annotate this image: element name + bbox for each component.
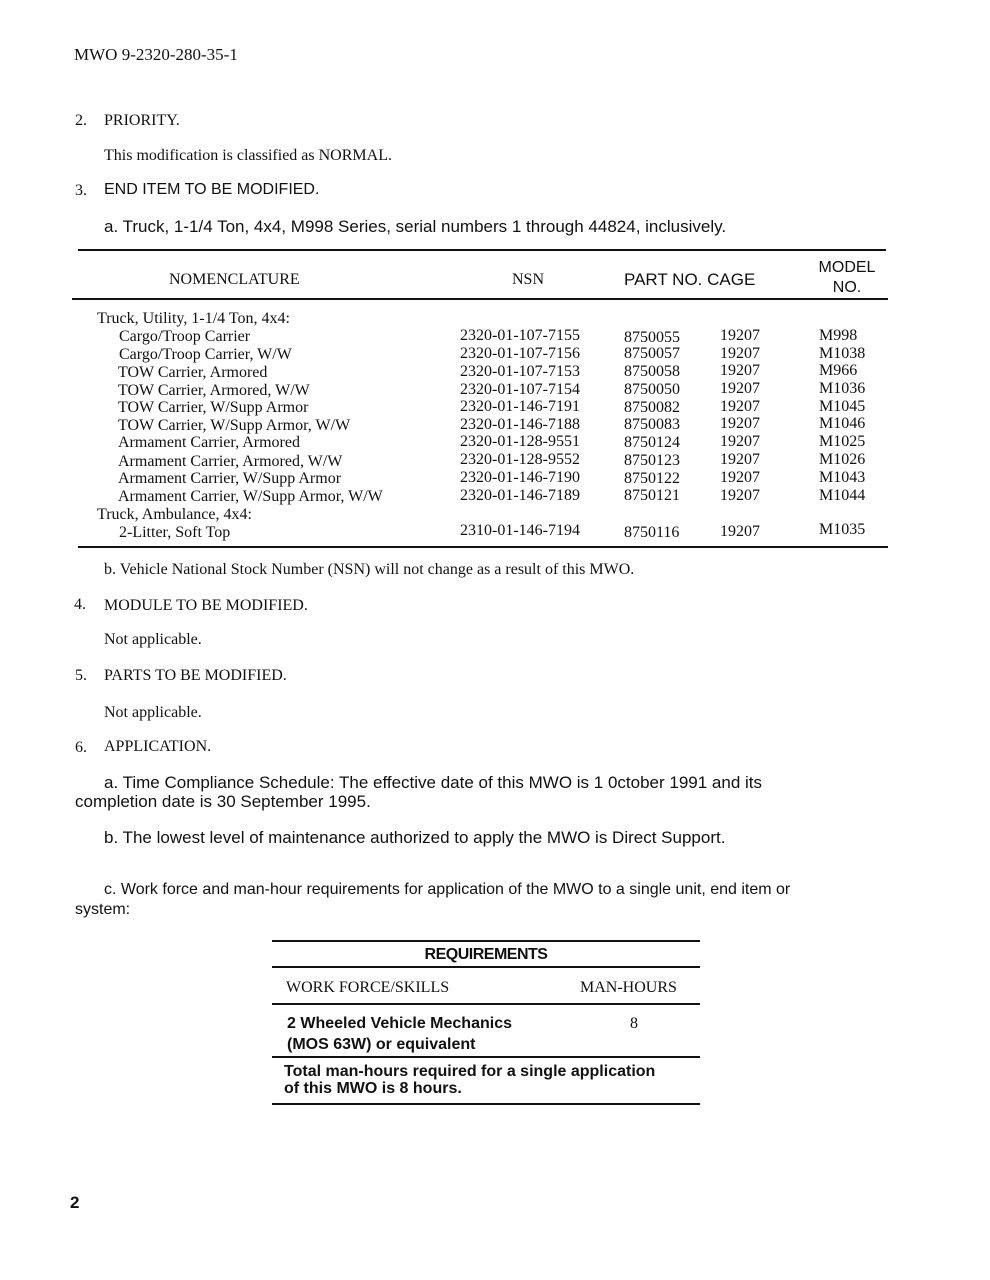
requirements-col-work: WORK FORCE/SKILLS — [286, 979, 450, 996]
table-row-name: Armament Carrier, W/Supp Armor — [118, 470, 342, 487]
table-row-part: 8750055 — [624, 329, 680, 346]
table-row-nsn: 2320-01-146-7190 — [460, 469, 580, 486]
table-row-part: 8750122 — [624, 470, 680, 487]
section-6c-line1: c. Work force and man-hour requirements for application of the MWO to a single unit, end item or — [104, 881, 791, 898]
requirements-bottom-rule — [272, 1103, 700, 1105]
section-6-number: 6. — [75, 739, 87, 756]
table-top-rule — [78, 249, 886, 251]
section-5-body: Not applicable. — [104, 704, 202, 721]
table-row-cage: 19207 — [720, 523, 760, 540]
table-row-model: M1036 — [819, 380, 866, 397]
section-6-title: APPLICATION. — [104, 738, 212, 755]
table-row-name: Cargo/Troop Carrier — [119, 328, 251, 345]
section-4-body: Not applicable. — [104, 631, 202, 648]
section-6c-line2: system: — [75, 901, 131, 918]
table-row-nsn: 2320-01-146-7191 — [460, 398, 580, 415]
table-row-cage: 19207 — [720, 362, 760, 379]
requirements-total-line2: of this MWO is 8 hours. — [284, 1080, 462, 1097]
requirements-header-rule — [272, 1003, 700, 1005]
table-row-model: M1043 — [819, 469, 866, 486]
section-2-title: PRIORITY. — [104, 112, 180, 129]
table-row-cage: 19207 — [720, 415, 760, 432]
section-3b-text: b. Vehicle National Stock Number (NSN) will not change as a result of this MWO. — [104, 561, 635, 578]
table-group-ambulance: Truck, Ambulance, 4x4: — [97, 506, 252, 523]
table-header-rule — [72, 298, 888, 300]
header-part-cage: PART NO. CAGE — [624, 270, 756, 289]
table-row-name: 2-Litter, Soft Top — [119, 524, 231, 541]
table-row-name: Armament Carrier, Armored — [118, 434, 300, 451]
table-row-nsn: 2320-01-146-7189 — [460, 487, 580, 504]
table-row-cage: 19207 — [720, 327, 760, 344]
table-row-nsn: 2320-01-107-7155 — [460, 327, 580, 344]
requirements-title-rule — [272, 966, 700, 968]
table-row-nsn: 2320-01-146-7188 — [460, 416, 580, 433]
header-model-line1: MODEL — [818, 259, 876, 276]
table-row-model: M966 — [819, 362, 858, 379]
table-row-cage: 19207 — [720, 487, 760, 504]
table-row-cage: 19207 — [720, 380, 760, 397]
table-bottom-rule — [78, 546, 888, 548]
table-row-cage: 19207 — [720, 451, 760, 468]
section-2-number: 2. — [75, 112, 87, 129]
table-row-name: Armament Carrier, Armored, W/W — [118, 453, 343, 470]
table-row-name: TOW Carrier, Armored, W/W — [118, 382, 310, 399]
page-number: 2 — [70, 1193, 80, 1212]
table-row-part: 8750124 — [624, 434, 680, 451]
table-row-cage: 19207 — [720, 469, 760, 486]
section-4-title: MODULE TO BE MODIFIED. — [104, 597, 308, 614]
section-4-number: 4. — [74, 596, 86, 613]
requirements-top-rule — [272, 940, 700, 942]
table-row-nsn: 2320-01-107-7153 — [460, 363, 580, 380]
requirements-col-hours: MAN-HOURS — [580, 979, 677, 996]
table-row-model: M1046 — [819, 415, 866, 432]
table-row-model: M1035 — [819, 521, 866, 538]
table-row-part: 8750083 — [624, 416, 680, 433]
table-row-name: TOW Carrier, Armored — [118, 364, 268, 381]
section-6a-line1: a. Time Compliance Schedule: The effective date of this MWO is 1 0ctober 1991 and its — [104, 773, 762, 792]
table-group-utility: Truck, Utility, 1-1/4 Ton, 4x4: — [97, 310, 290, 327]
table-row-nsn: 2320-01-107-7154 — [460, 381, 580, 398]
table-row-part: 8750050 — [624, 381, 680, 398]
table-row-nsn: 2320-01-128-9552 — [460, 451, 580, 468]
table-row-nsn: 2320-01-128-9551 — [460, 433, 580, 450]
section-6b-text: b. The lowest level of maintenance authorized to apply the MWO is Direct Support. — [104, 828, 726, 847]
table-row-part: 8750057 — [624, 345, 680, 362]
table-row-cage: 19207 — [720, 345, 760, 362]
table-row-part: 8750082 — [624, 399, 680, 416]
requirements-hours-value: 8 — [630, 1015, 638, 1032]
table-row-cage: 19207 — [720, 433, 760, 450]
table-row-name: Armament Carrier, W/Supp Armor, W/W — [118, 488, 383, 505]
table-row-part: 8750116 — [624, 524, 680, 541]
section-3a-text: a. Truck, 1-1/4 Ton, 4x4, M998 Series, serial numbers 1 through 44824, inclusively. — [104, 217, 727, 236]
section-6a-line2: completion date is 30 September 1995. — [75, 792, 371, 811]
section-2-body: This modification is classified as NORMAL. — [104, 147, 392, 164]
section-5-title: PARTS TO BE MODIFIED. — [104, 667, 287, 684]
section-5-number: 5. — [75, 667, 87, 684]
table-row-model: M1025 — [819, 433, 866, 450]
table-row-model: M1026 — [819, 451, 866, 468]
table-row-model: M1045 — [819, 398, 866, 415]
section-3-title: END ITEM TO BE MODIFIED. — [104, 181, 320, 198]
document-id: MWO 9-2320-280-35-1 — [74, 45, 238, 64]
header-model-line2: NO. — [832, 279, 862, 296]
table-row-part: 8750123 — [624, 452, 680, 469]
table-row-name: Cargo/Troop Carrier, W/W — [119, 346, 292, 363]
table-row-model: M1044 — [819, 487, 866, 504]
header-nomenclature: NOMENCLATURE — [169, 271, 300, 288]
table-row-name: TOW Carrier, W/Supp Armor — [118, 399, 309, 416]
requirements-title: REQUIREMENTS — [424, 946, 548, 963]
requirements-total-line1: Total man-hours required for a single application — [284, 1063, 656, 1080]
table-row-nsn: 2320-01-107-7156 — [460, 345, 580, 362]
table-row-name: TOW Carrier, W/Supp Armor, W/W — [118, 417, 351, 434]
table-row-part: 8750058 — [624, 363, 680, 380]
requirements-work-line2: (MOS 63W) or equivalent — [287, 1036, 476, 1053]
header-nsn: NSN — [512, 271, 545, 288]
table-row-cage: 19207 — [720, 398, 760, 415]
table-row-nsn: 2310-01-146-7194 — [460, 522, 580, 539]
requirements-work-line1: 2 Wheeled Vehicle Mechanics — [287, 1015, 512, 1032]
table-row-model: M998 — [819, 327, 858, 344]
table-row-part: 8750121 — [624, 487, 680, 504]
table-row-model: M1038 — [819, 345, 866, 362]
section-3-number: 3. — [75, 182, 87, 199]
requirements-row-rule — [272, 1056, 700, 1058]
